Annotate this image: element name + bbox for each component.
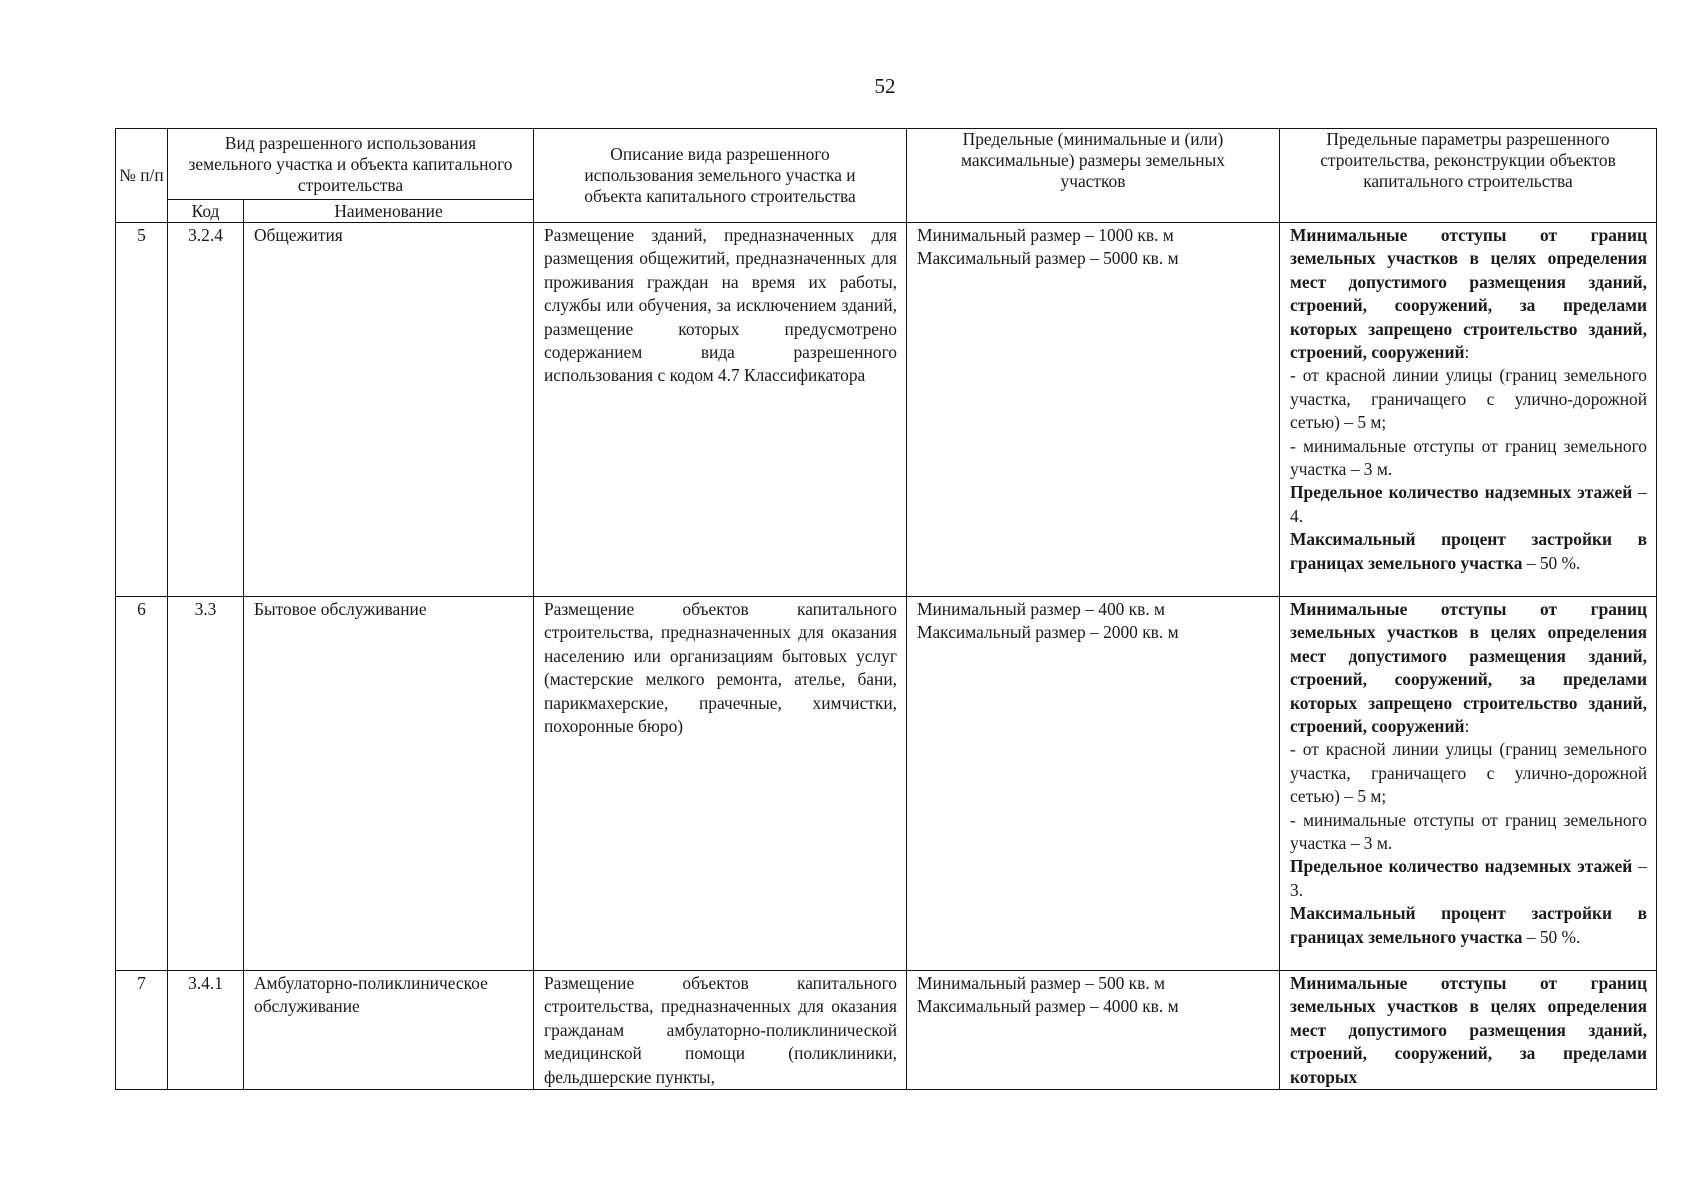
row-number: 6 xyxy=(116,597,168,971)
coverage-label: Максимальный процент застройки в границах земельного участка xyxy=(1290,529,1647,573)
row-name: Амбулаторно-поликлиническое обслуживание xyxy=(244,971,534,1090)
row-description: Размещение зданий, предназначенных для размещения общежитий, предназначенных для проживания граждан на время их работы, службы или обучения, за исключением зданий, размещение которых предусмотрено содержанием вида разрешенного использования с кодом 4.7 Классификатора xyxy=(534,223,907,597)
coverage-value: – 50 %. xyxy=(1522,552,1581,573)
row-plot-sizes xyxy=(907,223,1280,597)
header-name: Наименование xyxy=(244,200,534,223)
setback-colon: : xyxy=(1464,716,1470,737)
setback-title: Минимальные отступы от границ земельных участков в целях определения мест допустимого размещения зданий, строений, сооружений, за пределами которых запрещено строительство зданий, строений, сооружений xyxy=(1290,599,1647,737)
floors-label: Предельное количество надземных этажей xyxy=(1290,482,1633,503)
setback-red-line: - от красной линии улицы (границ земельного участка, граничащего с улично-дорожной сетью) – 5 м; xyxy=(1290,365,1647,433)
size-min: Минимальный размер – 400 кв. м xyxy=(917,599,1166,619)
page-number: 52 xyxy=(874,74,896,98)
row-parameters xyxy=(1280,971,1657,1090)
size-max: Максимальный размер – 2000 кв. м xyxy=(917,622,1179,643)
size-max: Максимальный размер – 5000 кв. м xyxy=(917,248,1179,269)
table-row xyxy=(116,971,1657,1090)
size-max: Максимальный размер – 4000 кв. м xyxy=(917,996,1179,1017)
header-num: № п/п xyxy=(116,129,168,223)
row-code: 3.4.1 xyxy=(168,971,244,1090)
row-description: Размещение объектов капитального строительства, предназначенных для оказания гражданам амбулаторно-поликлинической медицинской помощи (поликлиники, фельдшерские пункты, xyxy=(534,971,907,1090)
setback-boundaries: - минимальные отступы от границ земельного участка – 3 м. xyxy=(1290,435,1647,480)
row-parameters xyxy=(1280,597,1657,971)
row-plot-sizes xyxy=(907,597,1280,971)
header-use-type-group: Вид разрешенного использования земельного участка и объекта капитального строительства xyxy=(168,129,534,200)
floors-value: – 3. xyxy=(1290,856,1648,900)
table-row xyxy=(116,597,1657,971)
row-number: 7 xyxy=(116,971,168,1090)
setback-colon: : xyxy=(1464,342,1470,363)
header-parameters: Предельные параметры разрешенного строительства, реконструкции объектов капитального строительства xyxy=(1280,129,1657,223)
header-code: Код xyxy=(168,200,244,223)
setback-boundaries: - минимальные отступы от границ земельного участка – 3 м. xyxy=(1290,809,1647,854)
size-min: Минимальный размер – 1000 кв. м xyxy=(917,225,1174,245)
setback-title: Минимальные отступы от границ земельных участков в целях определения мест допустимого размещения зданий, строений, сооружений, за пределами которых запрещено строительство зданий, строений, сооружений xyxy=(1290,225,1647,363)
row-number: 5 xyxy=(116,223,168,597)
floors-value: – 4. xyxy=(1290,482,1648,526)
size-min: Минимальный размер – 500 кв. м xyxy=(917,973,1166,993)
coverage-label: Максимальный процент застройки в границах земельного участка xyxy=(1290,903,1647,947)
coverage-value: – 50 %. xyxy=(1522,926,1581,947)
row-description: Размещение объектов капитального строительства, предназначенных для оказания населению или организациям бытовых услуг (мастерские мелкого ремонта, ателье, бани, парикмахерские, прачечные, химчистки, похоронные бюро) xyxy=(534,597,907,971)
row-code: 3.3 xyxy=(168,597,244,971)
regulations-table xyxy=(115,128,1657,1090)
setback-title: Минимальные отступы от границ земельных участков в целях определения мест допустимого размещения зданий, строений, сооружений, за пределами которых xyxy=(1290,973,1647,1087)
table-row xyxy=(116,223,1657,597)
row-name: Бытовое обслуживание xyxy=(244,597,534,971)
header-description: Описание вида разрешенного использования земельного участка и объекта капитального строительства xyxy=(534,129,907,223)
row-parameters xyxy=(1280,223,1657,597)
row-name: Общежития xyxy=(244,223,534,597)
header-plot-sizes: Предельные (минимальные и (или) максимальные) размеры земельных участков xyxy=(907,129,1280,223)
floors-label: Предельное количество надземных этажей xyxy=(1290,856,1633,877)
row-plot-sizes xyxy=(907,971,1280,1090)
row-code: 3.2.4 xyxy=(168,223,244,597)
setback-red-line: - от красной линии улицы (границ земельного участка, граничащего с улично-дорожной сетью) – 5 м; xyxy=(1290,739,1647,807)
